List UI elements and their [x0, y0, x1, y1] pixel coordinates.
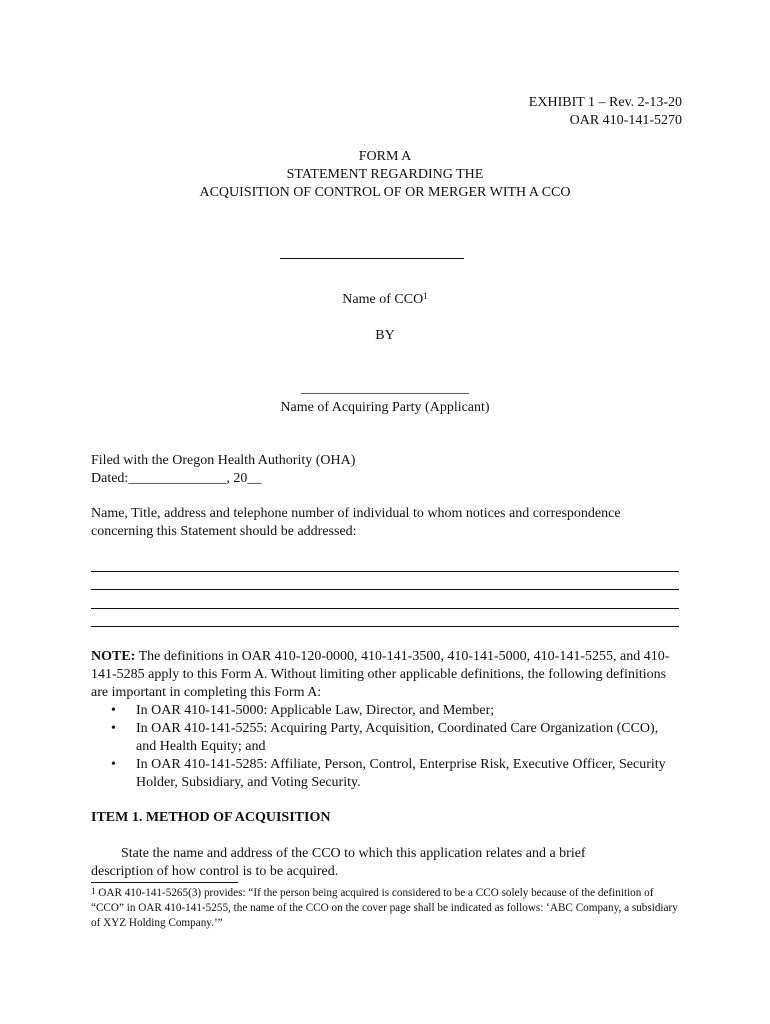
footnote-reference: 1: [423, 291, 428, 301]
filed-with-text: Filed with the Oregon Health Authority (OHA): [91, 453, 356, 468]
contact-answer-line-3: [91, 608, 679, 609]
footnote: [91, 886, 681, 931]
contact-answer-line-1: [91, 571, 679, 572]
note-paragraph: [91, 648, 681, 702]
list-item: [91, 702, 676, 720]
contact-instructions: Name, Title, address and telephone number of individual to whom notices and correspondence concerning this Statement should be addressed:: [91, 506, 621, 539]
definition-text: In OAR 410-141-5000: Applicable Law, Director, and Member;: [136, 703, 495, 718]
definition-text: In OAR 410-141-5255: Acquiring Party, Acquisition, Coordinated Care Organization (CCO), and Health Equity; and: [136, 721, 659, 754]
bullet-icon: •: [111, 757, 116, 772]
applicant-name-blank: ________________________: [301, 381, 469, 396]
oar-reference: OAR 410-141-5270: [569, 113, 682, 128]
definitions-list: [91, 702, 676, 792]
bullet-icon: •: [111, 721, 116, 736]
cco-name-label-row: [0, 291, 770, 309]
list-item: [91, 756, 676, 792]
item-1-instructions: State the name and address of the CCO to which this application relates and a brief description of how control is to be acquired.: [91, 846, 586, 879]
bullet-icon: •: [111, 703, 116, 718]
footnote-separator: [91, 882, 238, 883]
filing-info: [91, 452, 691, 488]
by-label: BY: [375, 328, 395, 343]
applicant-name-label: Name of Acquiring Party (Applicant): [280, 400, 490, 415]
form-title-line-1: FORM A: [358, 149, 412, 164]
item-1-heading: ITEM 1. METHOD OF ACQUISITION: [91, 810, 331, 825]
cco-name-blank-line: [280, 258, 464, 259]
note-label: NOTE:: [91, 649, 136, 664]
definition-text: In OAR 410-141-5285: Affiliate, Person, Control, Enterprise Risk, Executive Officer, Security Holder, Subsidiary, and Voting Security.: [136, 757, 666, 790]
document-header: [529, 94, 682, 130]
list-item: [91, 720, 676, 756]
form-title-line-2: STATEMENT REGARDING THE: [286, 167, 484, 182]
exhibit-revision: EXHIBIT 1 – Rev. 2-13-20: [528, 95, 682, 110]
form-title-line-3: ACQUISITION OF CONTROL OF OR MERGER WITH A CCO: [199, 185, 571, 200]
dated-line: Dated:______________, 20__: [91, 471, 262, 486]
footnote-text: OAR 410-141-5265(3) provides: “If the person being acquired is considered to be a CCO solely because of the definition of “CCO” in OAR 410-141-5255, the name of the CCO on the cover page shall be indicated as follows: ‘ABC Company, a subsidiary of XYZ Holding Company.’”: [91, 887, 678, 929]
footnote-number: 1: [91, 886, 96, 896]
cco-name-label: Name of CCO: [342, 292, 424, 307]
note-text: The definitions in OAR 410-120-0000, 410-141-3500, 410-141-5000, 410-141-5255, and 410-141-5285 apply to this Form A. Without limiting other applicable definitions, the following definitions are important in completing this Form A:: [91, 649, 670, 700]
form-title: [0, 148, 770, 202]
contact-answer-line-2: [91, 589, 679, 590]
contact-answer-line-4: [91, 626, 679, 627]
